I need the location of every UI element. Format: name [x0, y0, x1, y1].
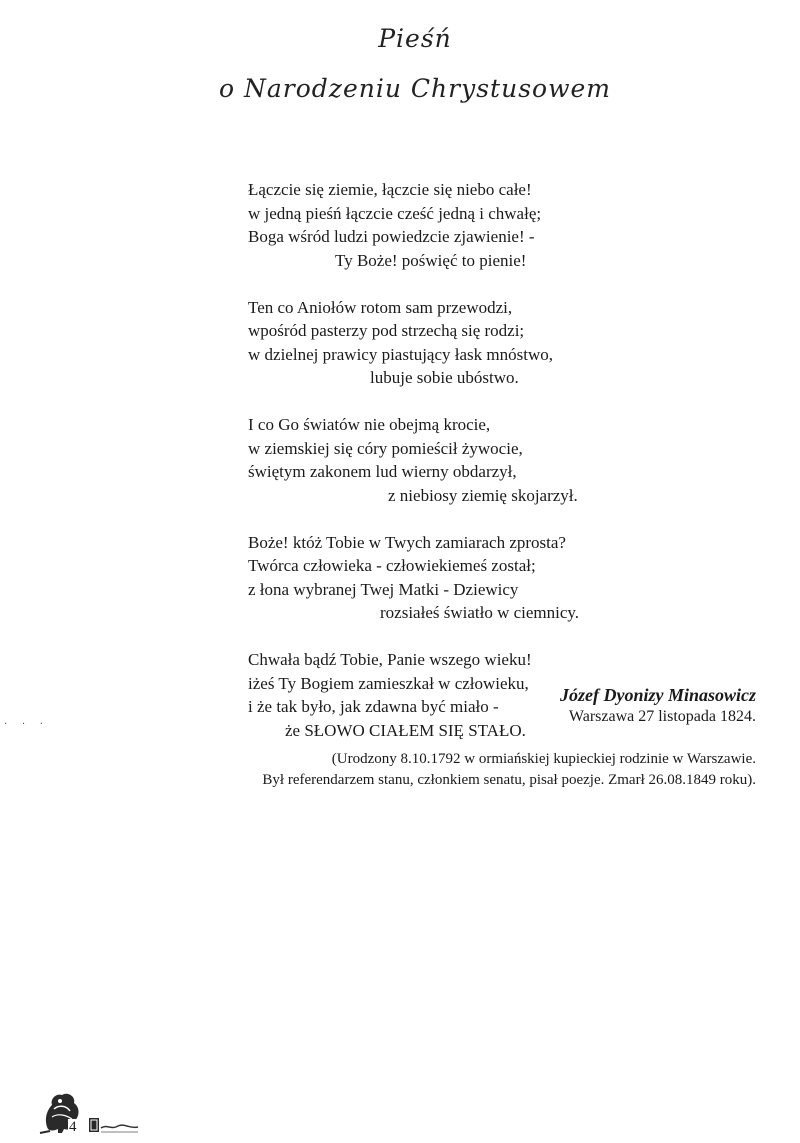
- verse-line: I co Go światów nie obejmą krocie,: [248, 415, 491, 434]
- stanza: [248, 648, 579, 742]
- verse-line: w ziemskiej się córy pomieścił żywocie,: [248, 438, 523, 458]
- author-signature: Józef Dyonizy Minasowicz: [559, 685, 756, 705]
- verse-line: wpośród pasterzy pod strzechą się rodzi;: [248, 321, 525, 340]
- verse-line: Chwała bądź Tobie, Panie wszego wieku!: [248, 650, 532, 669]
- verse-refrain-line: że SŁOWO CIAŁEM SIĘ STAŁO.: [285, 720, 526, 740]
- verse-line: Łączcie się ziemie, łączcie się niebo całe!: [248, 180, 532, 199]
- verse-line: Twórca człowieka - człowiekiemeś został;: [248, 556, 536, 575]
- verse-line: w dzielnej prawicy piastujący łask mnóstwo,: [248, 344, 553, 364]
- bio-line: (Urodzony 8.10.1792 w ormiańskiej kupieckiej rodzinie w Warszawie.: [331, 751, 756, 767]
- verse-line: Boga wśród ludzi powiedzcie zjawienie! -: [248, 227, 535, 246]
- verse-refrain-line: rozsiałeś światło w ciemnicy.: [380, 603, 580, 622]
- stanza: [248, 178, 579, 272]
- title-line-2: o Narodzeniu Chrystusowem: [219, 74, 611, 103]
- verse-line: i że tak było, jak zdawna być miało -: [248, 697, 499, 716]
- verse-line: w jedną pieśń łączcie cześć jedną i chwałę;: [248, 203, 542, 223]
- publisher-stamp-icon: [88, 1114, 140, 1136]
- verse-line: iżeś Ty Bogiem zamieszkał w człowieku,: [248, 673, 529, 693]
- stanza: [248, 413, 579, 507]
- bio-line: Był referendarzem stanu, członkiem senatu, pisał poezje. Zmarł 26.08.1849 roku).: [262, 772, 756, 788]
- title-line-1: Pieśń: [378, 24, 452, 53]
- author-bio: [262, 749, 756, 791]
- page-number: 4: [69, 1119, 77, 1135]
- verse-refrain-line: Ty Boże! poświęć to pienie!: [335, 250, 527, 270]
- publisher-logo-icon: [38, 1085, 86, 1135]
- verse-line: z łona wybranej Twej Matki - Dziewicy: [248, 579, 519, 599]
- verse-line: świętym zakonem lud wierny obdarzył,: [248, 462, 517, 481]
- verse-refrain-line: z niebiosy ziemię skojarzył.: [388, 485, 578, 505]
- verse-line: Boże! któż Tobie w Twych zamiarach zprosta?: [248, 532, 566, 552]
- verse-line: Ten co Aniołów rotom sam przewodzi,: [248, 297, 513, 317]
- verse-refrain-line: lubuje sobie ubóstwo.: [370, 368, 519, 387]
- scan-marks: · · ·: [4, 719, 49, 730]
- place-date: Warszawa 27 listopada 1824.: [568, 708, 756, 725]
- poem: [248, 178, 579, 766]
- stanza: [248, 296, 579, 390]
- stanza: [248, 531, 579, 625]
